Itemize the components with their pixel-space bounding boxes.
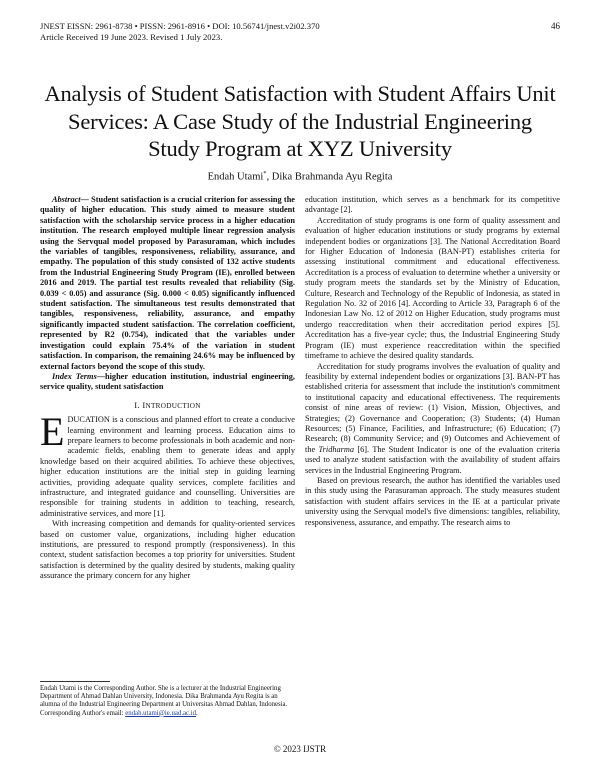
- drop-cap: E: [40, 409, 65, 455]
- page-footer: © 2023 IJSTR: [273, 744, 327, 754]
- intro-paragraph-1-text: DUCATION is a conscious and planned effort to create a conducive learning environment and learning process. Education aims to prepare learners to become professionals in both academic and non-academic fields, enabling them to generate ideas and apply knowledge based on their acquired abilities. To achieve these objectives, higher education institutions are the initial step in guiding learning activities, providing adequate quality services, complete facilities and infrastructure, and integrated guidance and counselling. Universities are responsible for training students in addition to teaching, research, administrative services, and more [1].: [40, 415, 295, 518]
- footnote-text: Endah Utami is the Corresponding Author. She is a lecturer at the Industrial Engineering Department of Ahmad Dahlan University, Indonesia. Dika Brahmanda Ayu Regita is an alumna of the Industrial Engineering Department at Universitas Ahmad Dahlan, Indonesia. Corresponding Author's email:: [40, 685, 288, 717]
- author-line: [40, 170, 560, 183]
- footnote-rule: [40, 681, 110, 682]
- abstract-text: Student satisfaction is a crucial criterion for assessing the quality of higher education. This study aimed to measure student satisfaction with the scholarship service process in a higher education institution. The research employed multiple linear regression analysis using the Servqual model proposed by Parasuraman, which includes the variables of tangibles, responsiveness, reliability, assurance, and empathy. The population of this study consisted of 132 active students from the Industrial Engineering Study Program (IE), enrolled between 2016 and 2019. The partial test results revealed that reliability (Sig. 0.039 < 0.05) and assurance (Sig. 0.000 < 0.05) significantly influenced student satisfaction. The simultaneous test results demonstrated that tangibles, responsiveness, reliability, assurance, and empathy significantly impacted student satisfaction. The correlation coefficient, represented by R2 (0.754), indicated that the variables under investigation could explain 75.4% of the variation in student satisfaction. In comparison, the remaining 24.6% may be influenced by external factors beyond the scope of this study.: [40, 195, 295, 371]
- left-column: [40, 195, 295, 582]
- section-heading-introduction: [40, 400, 295, 411]
- running-header: [40, 21, 560, 43]
- right-paragraph-2-part-a: Accreditation for study programs involves the evaluation of quality and feasibility by external independent bodies or organizations [3]. BAN-PT has established criteria for assessment that include the institution's commitment to institutional capacity and educational effectiveness. The requirements consist of nine areas of review: (1) Vision, Mission, Objectives, and Strategies; (2) Governance and Cooperation; (3) Students; (4) Human Resources; (5) Finance, Facilities, and Infrastructure; (6) Education; (7) Research; (8) Community Service; and (9) Outcomes and Achievement of the: [305, 361, 560, 454]
- author-2: , Dika Brahmanda Ayu Regita: [266, 171, 393, 183]
- right-paragraph-3: Based on previous research, the author has identified the variables used in this study using the Parasuraman approach. The study measures student satisfaction with student affairs services in the IE at a particular private university using the Servqual model's five dimensions: tangibles, reliability, responsiveness, assurance, and empathy. The research aims to: [305, 475, 560, 527]
- right-paragraph-1: Accreditation of study programs is one form of quality assessment and evaluation of higher education institutions or study programs by external independent bodies or organizations [3]. The National Accreditation Board for Higher Education of Indonesia (BAN-PT) establishes criteria for assessing institutional commitment and educational effectiveness. Accreditation is a process of evaluation to determine whether a university or study program meets the standards set by the Ministry of Education, Culture, Research and Technology of the Republic of Indonesia, as stated in Regulation No. 32 of 2016 [4]. According to Article 33, Paragraph 6 of the Indonesian Law No. 12 of 2012 on Higher Education, study programs must undergo reaccreditation when their accreditation period expires [5]. Accreditation has a five-year cycle; thus, the Industrial Engineering Study Program (IE) must experience reaccreditation within the specified timeframe to achieve the desired quality standards.: [305, 215, 560, 361]
- article-dates: Article Received 19 June 2023. Revised 1 July 2023.: [40, 32, 223, 42]
- corresponding-mark: *: [263, 170, 267, 177]
- journal-info: JNEST EISSN: 2961-8738 • PISSN: 2961-8916 • DOI: 10.56741/jnest.v2i02.370: [40, 21, 320, 31]
- section-numeral: I. I: [134, 399, 146, 410]
- right-paragraph-0: education institution, which serves as a benchmark for its competitive advantage [2].: [305, 195, 560, 215]
- index-terms-label: Index Terms: [52, 371, 97, 381]
- right-paragraph-2-part-b: [6]. The Student Indicator is one of the evaluation criteria used to analyze student satisfaction with the availability of student affairs services in the Industrial Engineering Program.: [305, 444, 560, 475]
- right-column: [305, 195, 560, 528]
- tridharma-term: Tridharma: [318, 444, 355, 454]
- index-terms-text: —higher education institution, industrial engineering, service quality, student satisfaction: [40, 371, 296, 392]
- author-1: Endah Utami: [207, 171, 264, 183]
- page-number: 46: [551, 21, 560, 31]
- section-title-smallcaps: NTRODUCTION: [145, 401, 201, 410]
- corresponding-email-link[interactable]: endah.utami@ie.uad.ac.id: [125, 709, 197, 717]
- abstract: [40, 195, 295, 372]
- index-terms: [40, 372, 295, 393]
- footnote-end: .: [196, 709, 198, 717]
- intro-paragraph-2: With increasing competition and demands for quality-oriented services based on customer value, organizations, including higher education institutions, are pressured to respond promptly (responsiveness). In this context, student satisfaction becomes a top priority for universities. Student satisfaction is determined by the quality desired by students, making quality assurance the primary concern for any higher: [40, 519, 295, 581]
- paper-title: Analysis of Student Satisfaction with Student Affairs Unit Services: A Case Study of the Industrial Engineering Study Program at XYZ University: [44, 81, 556, 161]
- abstract-label: Abstract—: [52, 195, 89, 204]
- footnote: [40, 681, 295, 718]
- right-paragraph-2: [305, 362, 560, 476]
- intro-paragraph-1: [40, 409, 295, 519]
